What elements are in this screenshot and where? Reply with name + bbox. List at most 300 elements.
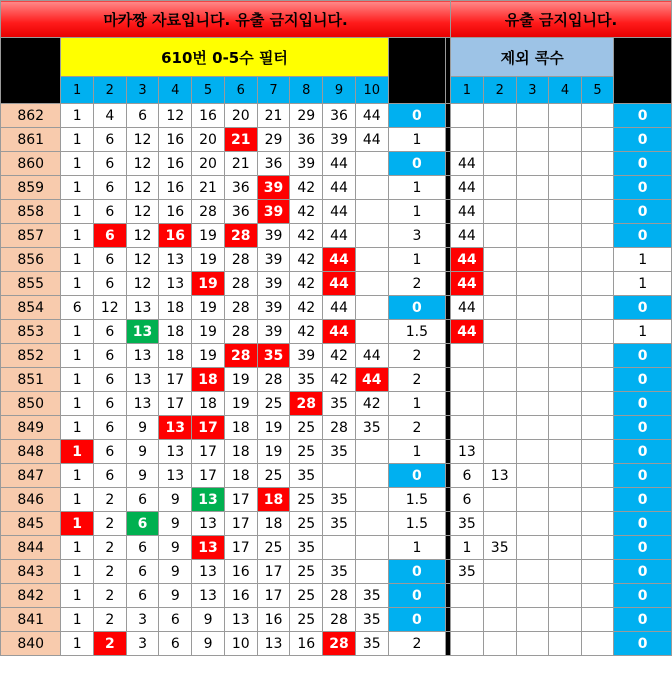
round-cell[interactable]: 861 — [1, 128, 61, 152]
exclude-cell[interactable] — [581, 128, 614, 152]
exclude-cell[interactable] — [451, 608, 484, 632]
exclude-cell[interactable] — [451, 368, 484, 392]
result-cell[interactable]: 2 — [388, 368, 445, 392]
number-cell[interactable]: 16 — [257, 608, 290, 632]
exclude-cell[interactable] — [549, 512, 582, 536]
result2-cell[interactable]: 1 — [614, 248, 672, 272]
exclude-cell[interactable] — [581, 176, 614, 200]
exclude-cell[interactable] — [549, 152, 582, 176]
exclude-cell[interactable] — [516, 392, 549, 416]
exclude-cell[interactable] — [516, 368, 549, 392]
number-cell[interactable]: 1 — [61, 392, 94, 416]
number-cell[interactable]: 42 — [290, 320, 323, 344]
round-cell[interactable]: 848 — [1, 440, 61, 464]
number-cell[interactable]: 9 — [159, 488, 192, 512]
exclude-cell[interactable] — [483, 128, 516, 152]
number-cell[interactable]: 1 — [61, 176, 94, 200]
number-cell[interactable] — [355, 248, 388, 272]
number-cell[interactable]: 18 — [192, 392, 225, 416]
result2-cell[interactable]: 0 — [614, 368, 672, 392]
number-cell[interactable]: 9 — [159, 512, 192, 536]
exclude-cell[interactable] — [483, 200, 516, 224]
number-cell[interactable]: 12 — [126, 176, 159, 200]
number-cell[interactable]: 6 — [126, 488, 159, 512]
number-cell[interactable]: 2 — [93, 512, 126, 536]
number-cell[interactable]: 42 — [290, 200, 323, 224]
number-cell[interactable]: 2 — [93, 632, 126, 656]
number-cell[interactable]: 44 — [323, 320, 356, 344]
number-cell[interactable]: 12 — [126, 128, 159, 152]
round-cell[interactable]: 854 — [1, 296, 61, 320]
number-cell[interactable]: 18 — [224, 440, 257, 464]
exclude-cell[interactable] — [549, 344, 582, 368]
number-cell[interactable] — [355, 536, 388, 560]
number-cell[interactable]: 1 — [61, 344, 94, 368]
result-cell[interactable]: 0 — [388, 152, 445, 176]
number-cell[interactable]: 6 — [93, 200, 126, 224]
round-cell[interactable]: 840 — [1, 632, 61, 656]
number-cell[interactable]: 1 — [61, 608, 94, 632]
exclude-cell[interactable]: 44 — [451, 176, 484, 200]
result-cell[interactable]: 1 — [388, 248, 445, 272]
number-cell[interactable]: 25 — [290, 584, 323, 608]
exclude-cell[interactable] — [549, 392, 582, 416]
number-cell[interactable] — [355, 272, 388, 296]
exclude-cell[interactable] — [581, 512, 614, 536]
number-cell[interactable]: 42 — [355, 392, 388, 416]
number-cell[interactable]: 28 — [224, 248, 257, 272]
number-cell[interactable]: 13 — [126, 320, 159, 344]
result-cell[interactable]: 1.5 — [388, 488, 445, 512]
exclude-cell[interactable] — [451, 416, 484, 440]
exclude-cell[interactable] — [483, 608, 516, 632]
exclude-cell[interactable] — [581, 632, 614, 656]
number-cell[interactable]: 21 — [224, 152, 257, 176]
number-cell[interactable] — [355, 464, 388, 488]
number-cell[interactable]: 25 — [257, 536, 290, 560]
exclude-cell[interactable] — [549, 296, 582, 320]
number-cell[interactable]: 35 — [323, 512, 356, 536]
exclude-cell[interactable] — [483, 224, 516, 248]
result2-cell[interactable]: 0 — [614, 128, 672, 152]
exclude-cell[interactable] — [451, 128, 484, 152]
number-cell[interactable]: 1 — [61, 512, 94, 536]
round-cell[interactable]: 852 — [1, 344, 61, 368]
number-cell[interactable]: 18 — [224, 416, 257, 440]
number-cell[interactable]: 20 — [192, 152, 225, 176]
exclude-cell[interactable]: 44 — [451, 248, 484, 272]
number-cell[interactable]: 1 — [61, 128, 94, 152]
number-cell[interactable]: 6 — [126, 584, 159, 608]
round-cell[interactable]: 858 — [1, 200, 61, 224]
number-cell[interactable] — [355, 296, 388, 320]
number-cell[interactable]: 44 — [323, 200, 356, 224]
number-cell[interactable]: 13 — [159, 248, 192, 272]
number-cell[interactable]: 3 — [126, 608, 159, 632]
exclude-cell[interactable] — [516, 560, 549, 584]
number-cell[interactable]: 13 — [192, 584, 225, 608]
number-cell[interactable]: 42 — [290, 248, 323, 272]
exclude-cell[interactable] — [483, 344, 516, 368]
exclude-cell[interactable] — [581, 440, 614, 464]
exclude-cell[interactable] — [549, 464, 582, 488]
number-cell[interactable]: 17 — [257, 560, 290, 584]
result-cell[interactable]: 0 — [388, 560, 445, 584]
number-cell[interactable]: 39 — [290, 344, 323, 368]
number-cell[interactable]: 17 — [192, 416, 225, 440]
number-cell[interactable]: 28 — [323, 416, 356, 440]
exclude-cell[interactable] — [516, 248, 549, 272]
result-cell[interactable]: 2 — [388, 632, 445, 656]
exclude-cell[interactable]: 44 — [451, 296, 484, 320]
exclude-cell[interactable] — [549, 104, 582, 128]
number-cell[interactable]: 2 — [93, 608, 126, 632]
number-cell[interactable]: 13 — [126, 344, 159, 368]
number-cell[interactable]: 19 — [224, 368, 257, 392]
number-cell[interactable]: 18 — [192, 368, 225, 392]
number-cell[interactable]: 21 — [257, 104, 290, 128]
number-cell[interactable]: 28 — [224, 272, 257, 296]
number-cell[interactable]: 1 — [61, 560, 94, 584]
number-cell[interactable]: 12 — [126, 272, 159, 296]
exclude-cell[interactable] — [516, 632, 549, 656]
exclude-cell[interactable] — [516, 608, 549, 632]
number-cell[interactable]: 36 — [224, 200, 257, 224]
number-cell[interactable] — [355, 560, 388, 584]
number-cell[interactable]: 6 — [93, 416, 126, 440]
number-cell[interactable]: 29 — [257, 128, 290, 152]
number-cell[interactable]: 17 — [192, 440, 225, 464]
result-cell[interactable]: 1 — [388, 536, 445, 560]
number-cell[interactable]: 44 — [355, 344, 388, 368]
number-cell[interactable]: 13 — [192, 488, 225, 512]
number-cell[interactable]: 42 — [290, 176, 323, 200]
exclude-cell[interactable]: 13 — [483, 464, 516, 488]
number-cell[interactable]: 35 — [290, 536, 323, 560]
number-cell[interactable]: 35 — [323, 440, 356, 464]
exclude-cell[interactable] — [581, 200, 614, 224]
number-cell[interactable] — [355, 512, 388, 536]
number-cell[interactable]: 16 — [159, 224, 192, 248]
exclude-cell[interactable] — [483, 176, 516, 200]
number-cell[interactable]: 13 — [159, 416, 192, 440]
number-cell[interactable]: 13 — [126, 368, 159, 392]
number-cell[interactable] — [355, 320, 388, 344]
exclude-cell[interactable] — [516, 104, 549, 128]
number-cell[interactable]: 42 — [290, 296, 323, 320]
number-cell[interactable]: 20 — [192, 128, 225, 152]
number-cell[interactable]: 17 — [192, 464, 225, 488]
exclude-cell[interactable]: 13 — [451, 440, 484, 464]
number-cell[interactable] — [355, 200, 388, 224]
number-cell[interactable]: 17 — [224, 488, 257, 512]
number-cell[interactable]: 19 — [257, 416, 290, 440]
result2-cell[interactable]: 0 — [614, 200, 672, 224]
number-cell[interactable]: 2 — [93, 584, 126, 608]
number-cell[interactable]: 1 — [61, 632, 94, 656]
number-cell[interactable]: 13 — [159, 272, 192, 296]
exclude-cell[interactable]: 6 — [451, 488, 484, 512]
exclude-cell[interactable] — [581, 368, 614, 392]
exclude-cell[interactable] — [549, 632, 582, 656]
number-cell[interactable]: 19 — [257, 440, 290, 464]
number-cell[interactable]: 1 — [61, 488, 94, 512]
number-cell[interactable]: 6 — [93, 440, 126, 464]
number-cell[interactable]: 1 — [61, 272, 94, 296]
exclude-cell[interactable] — [581, 152, 614, 176]
round-cell[interactable]: 843 — [1, 560, 61, 584]
exclude-cell[interactable] — [516, 488, 549, 512]
result-cell[interactable]: 1.5 — [388, 320, 445, 344]
round-cell[interactable]: 849 — [1, 416, 61, 440]
number-cell[interactable]: 12 — [126, 224, 159, 248]
exclude-cell[interactable] — [516, 176, 549, 200]
number-cell[interactable]: 44 — [323, 272, 356, 296]
exclude-cell[interactable] — [516, 464, 549, 488]
number-cell[interactable]: 12 — [126, 248, 159, 272]
exclude-cell[interactable] — [483, 272, 516, 296]
number-cell[interactable]: 13 — [126, 392, 159, 416]
number-cell[interactable]: 6 — [93, 176, 126, 200]
number-cell[interactable]: 35 — [323, 560, 356, 584]
result-cell[interactable]: 1 — [388, 200, 445, 224]
number-cell[interactable]: 16 — [159, 152, 192, 176]
exclude-cell[interactable] — [483, 152, 516, 176]
number-cell[interactable]: 16 — [290, 632, 323, 656]
exclude-cell[interactable] — [451, 104, 484, 128]
number-cell[interactable]: 1 — [61, 584, 94, 608]
number-cell[interactable]: 39 — [290, 152, 323, 176]
exclude-cell[interactable]: 44 — [451, 152, 484, 176]
number-cell[interactable]: 9 — [126, 416, 159, 440]
exclude-cell[interactable] — [581, 416, 614, 440]
number-cell[interactable]: 28 — [192, 200, 225, 224]
number-cell[interactable]: 36 — [224, 176, 257, 200]
exclude-cell[interactable]: 35 — [451, 512, 484, 536]
number-cell[interactable]: 6 — [93, 272, 126, 296]
result2-cell[interactable]: 0 — [614, 224, 672, 248]
result2-cell[interactable]: 0 — [614, 608, 672, 632]
number-cell[interactable] — [355, 224, 388, 248]
exclude-cell[interactable] — [516, 536, 549, 560]
exclude-cell[interactable] — [549, 320, 582, 344]
exclude-cell[interactable] — [581, 392, 614, 416]
exclude-cell[interactable] — [483, 104, 516, 128]
exclude-cell[interactable] — [549, 536, 582, 560]
number-cell[interactable]: 35 — [323, 488, 356, 512]
result2-cell[interactable]: 0 — [614, 584, 672, 608]
number-cell[interactable]: 44 — [323, 248, 356, 272]
result2-cell[interactable]: 0 — [614, 416, 672, 440]
result2-cell[interactable]: 0 — [614, 488, 672, 512]
result-cell[interactable]: 1 — [388, 392, 445, 416]
number-cell[interactable]: 35 — [355, 584, 388, 608]
exclude-cell[interactable] — [483, 392, 516, 416]
result2-cell[interactable]: 0 — [614, 464, 672, 488]
number-cell[interactable]: 16 — [192, 104, 225, 128]
round-cell[interactable]: 846 — [1, 488, 61, 512]
number-cell[interactable]: 39 — [257, 320, 290, 344]
number-cell[interactable]: 6 — [126, 536, 159, 560]
number-cell[interactable]: 12 — [93, 296, 126, 320]
result2-cell[interactable]: 0 — [614, 560, 672, 584]
number-cell[interactable]: 25 — [290, 440, 323, 464]
number-cell[interactable]: 39 — [257, 296, 290, 320]
number-cell[interactable]: 6 — [61, 296, 94, 320]
exclude-cell[interactable] — [581, 296, 614, 320]
number-cell[interactable]: 42 — [290, 272, 323, 296]
number-cell[interactable]: 28 — [323, 632, 356, 656]
result2-cell[interactable]: 0 — [614, 392, 672, 416]
exclude-cell[interactable] — [516, 128, 549, 152]
number-cell[interactable]: 16 — [159, 200, 192, 224]
round-cell[interactable]: 841 — [1, 608, 61, 632]
exclude-cell[interactable] — [483, 416, 516, 440]
exclude-cell[interactable] — [581, 584, 614, 608]
number-cell[interactable]: 36 — [257, 152, 290, 176]
number-cell[interactable]: 1 — [61, 416, 94, 440]
exclude-cell[interactable]: 44 — [451, 224, 484, 248]
number-cell[interactable]: 9 — [159, 536, 192, 560]
result-cell[interactable]: 0 — [388, 608, 445, 632]
exclude-cell[interactable]: 44 — [451, 200, 484, 224]
number-cell[interactable]: 17 — [159, 368, 192, 392]
number-cell[interactable]: 2 — [93, 488, 126, 512]
exclude-cell[interactable] — [549, 440, 582, 464]
result2-cell[interactable]: 0 — [614, 512, 672, 536]
number-cell[interactable]: 44 — [323, 176, 356, 200]
result2-cell[interactable]: 0 — [614, 152, 672, 176]
exclude-cell[interactable] — [516, 224, 549, 248]
exclude-cell[interactable] — [549, 224, 582, 248]
number-cell[interactable]: 13 — [159, 464, 192, 488]
round-cell[interactable]: 855 — [1, 272, 61, 296]
number-cell[interactable]: 6 — [126, 512, 159, 536]
number-cell[interactable]: 6 — [159, 608, 192, 632]
exclude-cell[interactable] — [549, 128, 582, 152]
number-cell[interactable]: 19 — [192, 344, 225, 368]
number-cell[interactable]: 28 — [290, 392, 323, 416]
result-cell[interactable]: 1.5 — [388, 512, 445, 536]
number-cell[interactable]: 13 — [224, 608, 257, 632]
number-cell[interactable]: 29 — [290, 104, 323, 128]
number-cell[interactable]: 9 — [159, 560, 192, 584]
number-cell[interactable]: 35 — [323, 392, 356, 416]
number-cell[interactable]: 25 — [290, 608, 323, 632]
exclude-cell[interactable] — [549, 248, 582, 272]
number-cell[interactable]: 6 — [159, 632, 192, 656]
result2-cell[interactable]: 0 — [614, 632, 672, 656]
number-cell[interactable]: 13 — [192, 560, 225, 584]
number-cell[interactable]: 39 — [257, 272, 290, 296]
exclude-cell[interactable] — [451, 392, 484, 416]
result2-cell[interactable]: 1 — [614, 272, 672, 296]
number-cell[interactable]: 44 — [355, 368, 388, 392]
number-cell[interactable]: 44 — [355, 128, 388, 152]
exclude-cell[interactable] — [549, 176, 582, 200]
round-cell[interactable]: 862 — [1, 104, 61, 128]
result2-cell[interactable]: 0 — [614, 104, 672, 128]
number-cell[interactable]: 13 — [126, 296, 159, 320]
result-cell[interactable]: 2 — [388, 272, 445, 296]
number-cell[interactable]: 18 — [257, 512, 290, 536]
exclude-cell[interactable] — [516, 512, 549, 536]
exclude-cell[interactable] — [581, 464, 614, 488]
exclude-cell[interactable] — [483, 440, 516, 464]
exclude-cell[interactable]: 44 — [451, 272, 484, 296]
number-cell[interactable]: 1 — [61, 104, 94, 128]
exclude-cell[interactable] — [549, 584, 582, 608]
number-cell[interactable]: 17 — [159, 392, 192, 416]
exclude-cell[interactable] — [549, 368, 582, 392]
number-cell[interactable]: 35 — [290, 368, 323, 392]
number-cell[interactable]: 6 — [93, 344, 126, 368]
number-cell[interactable] — [323, 536, 356, 560]
number-cell[interactable]: 1 — [61, 320, 94, 344]
number-cell[interactable]: 16 — [224, 560, 257, 584]
number-cell[interactable]: 28 — [224, 224, 257, 248]
number-cell[interactable]: 28 — [224, 344, 257, 368]
number-cell[interactable]: 35 — [355, 416, 388, 440]
number-cell[interactable]: 19 — [192, 224, 225, 248]
number-cell[interactable]: 44 — [323, 296, 356, 320]
number-cell[interactable]: 28 — [323, 608, 356, 632]
number-cell[interactable]: 6 — [93, 152, 126, 176]
number-cell[interactable]: 6 — [93, 128, 126, 152]
number-cell[interactable]: 28 — [224, 296, 257, 320]
number-cell[interactable]: 18 — [159, 296, 192, 320]
number-cell[interactable]: 12 — [126, 152, 159, 176]
number-cell[interactable]: 25 — [290, 512, 323, 536]
exclude-cell[interactable] — [581, 320, 614, 344]
number-cell[interactable]: 21 — [192, 176, 225, 200]
number-cell[interactable]: 16 — [224, 584, 257, 608]
number-cell[interactable]: 6 — [93, 368, 126, 392]
round-cell[interactable]: 851 — [1, 368, 61, 392]
round-cell[interactable]: 856 — [1, 248, 61, 272]
number-cell[interactable] — [355, 176, 388, 200]
number-cell[interactable] — [355, 152, 388, 176]
result2-cell[interactable]: 0 — [614, 536, 672, 560]
number-cell[interactable]: 17 — [224, 512, 257, 536]
number-cell[interactable]: 9 — [126, 464, 159, 488]
round-cell[interactable]: 847 — [1, 464, 61, 488]
number-cell[interactable]: 19 — [192, 296, 225, 320]
number-cell[interactable]: 13 — [257, 632, 290, 656]
number-cell[interactable]: 12 — [126, 200, 159, 224]
number-cell[interactable]: 9 — [192, 608, 225, 632]
round-cell[interactable]: 860 — [1, 152, 61, 176]
number-cell[interactable]: 1 — [61, 464, 94, 488]
exclude-cell[interactable] — [516, 344, 549, 368]
exclude-cell[interactable] — [451, 632, 484, 656]
result-cell[interactable]: 1 — [388, 440, 445, 464]
number-cell[interactable]: 1 — [61, 200, 94, 224]
number-cell[interactable]: 13 — [192, 536, 225, 560]
result-cell[interactable]: 1 — [388, 128, 445, 152]
number-cell[interactable] — [355, 488, 388, 512]
exclude-cell[interactable] — [483, 320, 516, 344]
number-cell[interactable]: 44 — [323, 152, 356, 176]
exclude-cell[interactable] — [451, 584, 484, 608]
result-cell[interactable]: 2 — [388, 344, 445, 368]
exclude-cell[interactable] — [516, 200, 549, 224]
number-cell[interactable]: 6 — [93, 248, 126, 272]
round-cell[interactable]: 842 — [1, 584, 61, 608]
result2-cell[interactable]: 1 — [614, 320, 672, 344]
exclude-cell[interactable] — [451, 344, 484, 368]
number-cell[interactable]: 25 — [257, 392, 290, 416]
